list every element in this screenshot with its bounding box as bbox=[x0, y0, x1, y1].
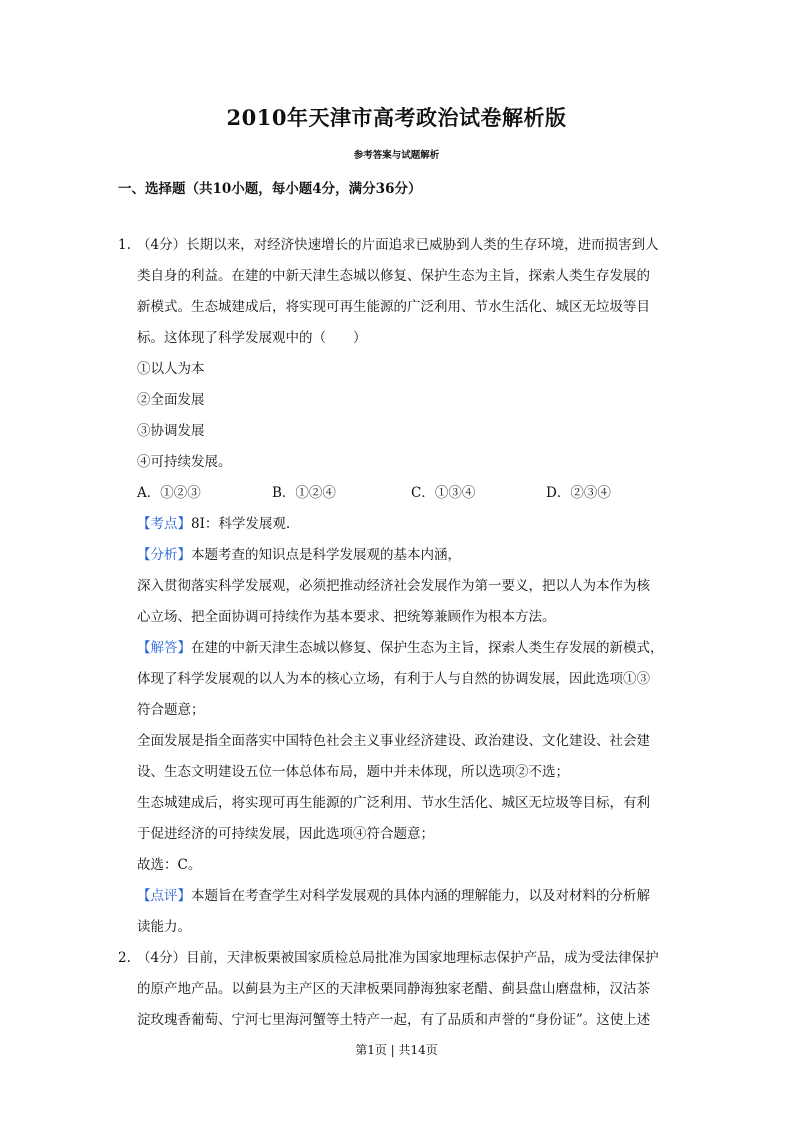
document-title: 2010年天津市高考政治试卷解析版 bbox=[226, 105, 567, 130]
kaodian-tag: 【考点】 bbox=[137, 516, 191, 532]
dianping-text-line: 读能力。 bbox=[137, 919, 191, 935]
dianping-tag: 【点评】 bbox=[137, 888, 191, 904]
fenxi-row bbox=[137, 546, 461, 564]
question-text-line: 标。这体现了科学发展观中的（ ） bbox=[137, 330, 367, 346]
section-heading: 一、选择题（共10小题，每小题4分，满分36分） bbox=[118, 181, 422, 197]
jieda-tag: 【解答】 bbox=[137, 640, 191, 656]
question-text-line: （4分）目前，天津板栗被国家质检总局批准为国家地理标志保护产品，成为受法律保护 bbox=[137, 950, 659, 966]
answer-option-c: C．①③④ bbox=[411, 485, 476, 501]
answer-option-d: D．②③④ bbox=[546, 485, 611, 501]
jieda-text: 在建的中新天津生态城以修复、保护生态为主旨，探索人类生存发展的新模式， bbox=[191, 640, 664, 656]
statement-item: ④可持续发展。 bbox=[137, 454, 232, 470]
fenxi-text-line: 深入贯彻落实科学发展观，必须把推动经济社会发展作为第一要义，把以人为本作为核 bbox=[137, 578, 650, 594]
question-text-line: 类自身的利益。在建的中新天津生态城以修复、保护生态为主旨，探索人类生存发展的 bbox=[137, 268, 650, 284]
jieda-row bbox=[137, 639, 664, 657]
jieda-text-line: 符合题意； bbox=[137, 702, 205, 718]
dianping-row bbox=[137, 887, 650, 905]
fenxi-text-line: 心立场、把全面协调可持续作为基本要求、把统筹兼顾作为根本方法。 bbox=[137, 609, 556, 625]
jieda-text-line: 故选：C。 bbox=[137, 857, 202, 873]
statement-item: ③协调发展 bbox=[137, 423, 205, 439]
fenxi-text: 本题考查的知识点是科学发展观的基本内涵， bbox=[191, 547, 461, 563]
question-number: 1. bbox=[118, 237, 131, 253]
document-subtitle: 参考答案与试题解析 bbox=[353, 150, 440, 161]
question-text-line: 淀玫瑰香葡萄、宁河七里海河蟹等土特产一起，有了品质和声誉的“身份证”。这使上述 bbox=[137, 1012, 651, 1028]
jieda-text-line: 生态城建成后，将实现可再生能源的广泛利用、节水生活化、城区无垃圾等目标，有利 bbox=[137, 795, 650, 811]
answer-option-b: B．①②④ bbox=[272, 485, 336, 501]
fenxi-tag: 【分析】 bbox=[137, 547, 191, 563]
question-text-line: （4分）长期以来，对经济快速增长的片面追求已威胁到人类的生存环境，进而损害到人 bbox=[137, 237, 659, 253]
question-text-line: 的原产地产品。以蓟县为主产区的天津板栗同静海独家老醋、蓟县盘山磨盘柿，汉沽茶 bbox=[137, 981, 650, 997]
dianping-text: 本题旨在考查学生对科学发展观的具体内涵的理解能力，以及对材料的分析解 bbox=[191, 888, 650, 904]
jieda-text-line: 于促进经济的可持续发展，因此选项④符合题意； bbox=[137, 826, 434, 842]
statement-item: ②全面发展 bbox=[137, 392, 205, 408]
statement-item: ①以人为本 bbox=[137, 361, 205, 377]
jieda-text-line: 体现了科学发展观的以人为本的核心立场，有利于人与自然的协调发展，因此选项①③ bbox=[137, 671, 650, 687]
question-number: 2. bbox=[118, 950, 131, 966]
answer-option-a: A．①②③ bbox=[137, 485, 201, 501]
jieda-text-line: 全面发展是指全面落实中国特色社会主义事业经济建设、政治建设、文化建设、社会建 bbox=[137, 733, 650, 749]
jieda-text-line: 设、生态文明建设五位一体总体布局，题中并未体现，所以选项②不选； bbox=[137, 764, 569, 780]
question-text-line: 新模式。生态城建成后，将实现可再生能源的广泛利用、节水生活化、城区无垃圾等目 bbox=[137, 299, 650, 315]
kaodian-text: 8I：科学发展观. bbox=[191, 516, 291, 532]
page-footer: 第1页 | 共14页 bbox=[355, 1043, 438, 1057]
kaodian-row bbox=[137, 515, 290, 533]
